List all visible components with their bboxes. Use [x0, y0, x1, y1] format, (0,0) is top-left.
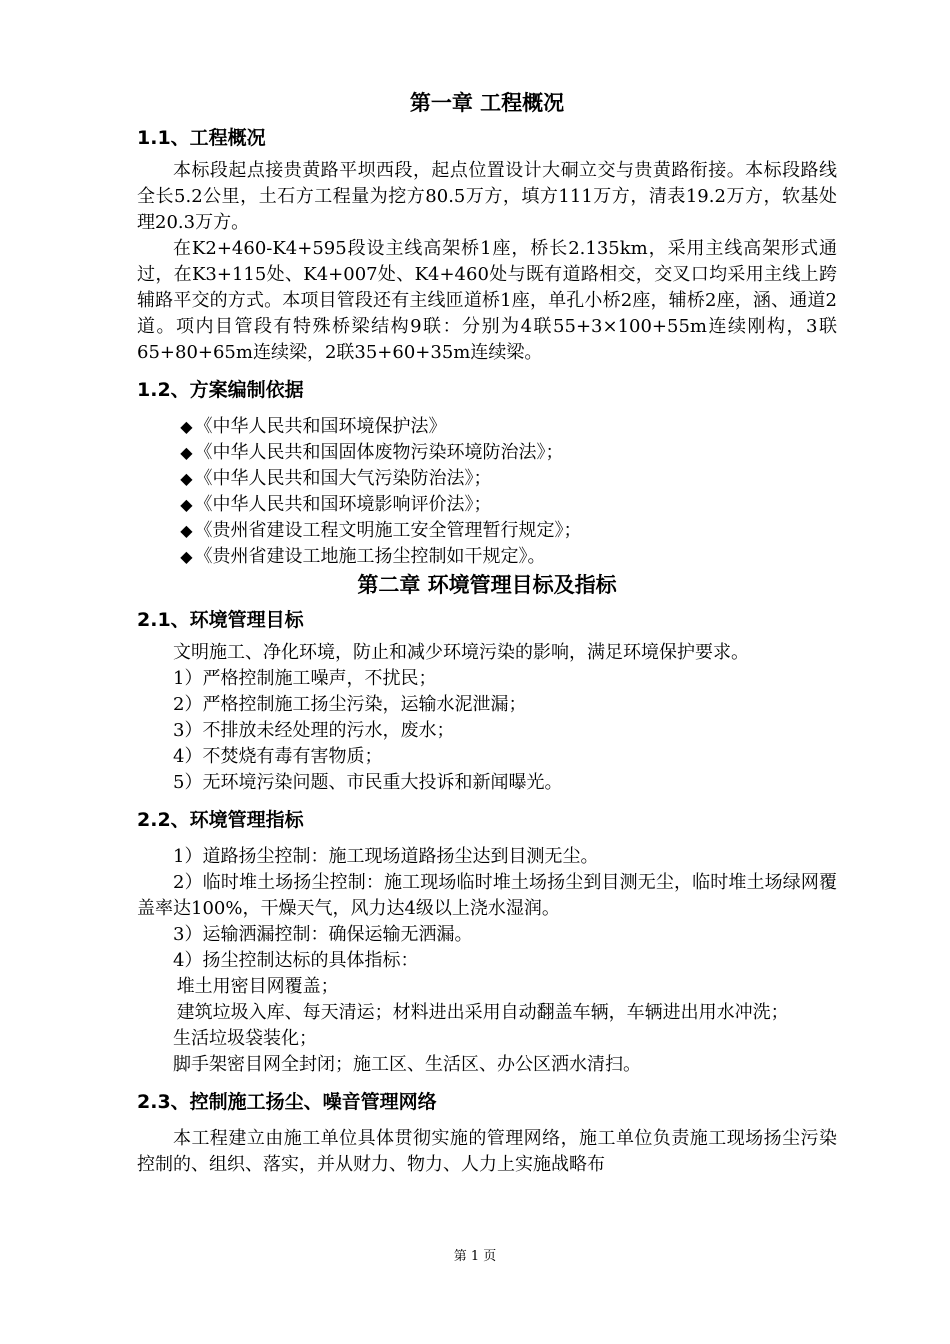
section-1-2-heading: 1.2、方案编制依据	[137, 379, 304, 401]
diamond-bullet-icon: ◆	[180, 521, 193, 540]
diamond-bullet-icon: ◆	[180, 443, 193, 462]
indicator-line-1: 堆土用密目网覆盖；	[176, 976, 339, 997]
section-1-1-heading: 1.1、工程概况	[137, 127, 266, 149]
diamond-bullet-icon: ◆	[180, 495, 193, 514]
chapter-2-title: 第二章 环境管理目标及指标	[357, 573, 617, 597]
list-item: ◆ 《中华人民共和国环境保护法》	[180, 416, 447, 437]
goal-item-3: 3）不排放未经处理的污水，废水；	[173, 720, 455, 741]
diamond-bullet-icon: ◆	[180, 547, 193, 566]
goal-item-4: 4）不焚烧有毒有害物质；	[173, 746, 383, 767]
chapter-1-title: 第一章 工程概况	[409, 91, 565, 115]
list-item: ◆ 《中华人民共和国大气污染防治法》；	[180, 468, 492, 489]
list-item: ◆ 《中华人民共和国固体废物污染环境防治法》；	[180, 442, 564, 463]
section-2-3-paragraph: 本工程建立由施工单位具体贯彻实施的管理网络，施工单位负责施工现场扬尘污染控制的、组织、落实，并从财力、物力、人力上实施战略布	[137, 1128, 837, 1175]
section-2-1-heading: 2.1、环境管理目标	[137, 609, 304, 631]
list-item: ◆ 《贵州省建设工程文明施工安全管理暂行规定》；	[180, 520, 582, 541]
list-item: ◆ 《中华人民共和国环境影响评价法》；	[180, 494, 492, 515]
diamond-bullet-icon: ◆	[180, 469, 193, 488]
indicator-item-1: 1）道路扬尘控制：施工现场道路扬尘达到目测无尘。	[173, 846, 599, 867]
goal-item-1: 1）严格控制施工噪声，不扰民；	[173, 668, 437, 689]
section-2-2-heading: 2.2、环境管理指标	[137, 809, 304, 831]
indicator-item-4: 4）扬尘控制达标的具体指标：	[173, 950, 419, 971]
section-2-3-heading: 2.3、控制施工扬尘、噪音管理网络	[137, 1091, 437, 1113]
goal-item-2: 2）严格控制施工扬尘污染，运输水泥泄漏；	[173, 694, 527, 715]
diamond-bullet-icon: ◆	[180, 417, 193, 436]
list-item: ◆ 《贵州省建设工地施工扬尘控制如干规定》。	[180, 546, 546, 567]
page-number: 第 1 页	[453, 1249, 497, 1264]
section-1-1-paragraph-2: 在K2+460-K4+595段设主线高架桥1座，桥长2.135km，采用主线高架形式通过，在K3+115处、K4+007处、K4+460处与既有道路相交，交叉口均采用主线上跨辅路平交的方式。本项目管段还有主线匝道桥1座，单孔小桥2座，辅桥2座，涵、通道2道。项内目管段有特殊桥梁结构9联：分别为4联55+3×100+55m连续刚构，3联65+80+65m连续梁，2联35+60+35m连续梁。	[137, 238, 837, 363]
indicator-item-2: 2）临时堆土场扬尘控制：施工现场临时堆土场扬尘到目测无尘，临时堆土场绿网覆盖率达100%，干燥天气，风力达4级以上浇水湿润。	[137, 872, 837, 919]
section-1-1-paragraph-1: 本标段起点接贵黄路平坝西段，起点位置设计大硐立交与贵黄路衔接。本标段路线全长5.2公里，土石方工程量为挖方80.5万方，填方111万方，清表19.2万方，软基处理20.3万方。	[137, 160, 837, 233]
indicator-line-4: 脚手架密目网全封闭；施工区、生活区、办公区洒水清扫。	[173, 1054, 641, 1075]
indicator-line-2: 建筑垃圾入库、每天清运；材料进出采用自动翻盖车辆，车辆进出用水冲洗；	[176, 1002, 789, 1023]
page-content	[137, 88, 837, 1178]
section-2-1-paragraph: 文明施工、净化环境，防止和减少环境污染的影响，满足环境保护要求。	[173, 642, 749, 663]
basis-list	[137, 414, 837, 570]
goal-item-5: 5）无环境污染问题、市民重大投诉和新闻曝光。	[173, 772, 563, 793]
indicator-line-3: 生活垃圾袋装化；	[173, 1028, 317, 1049]
indicator-item-3: 3）运输洒漏控制：确保运输无洒漏。	[173, 924, 473, 945]
